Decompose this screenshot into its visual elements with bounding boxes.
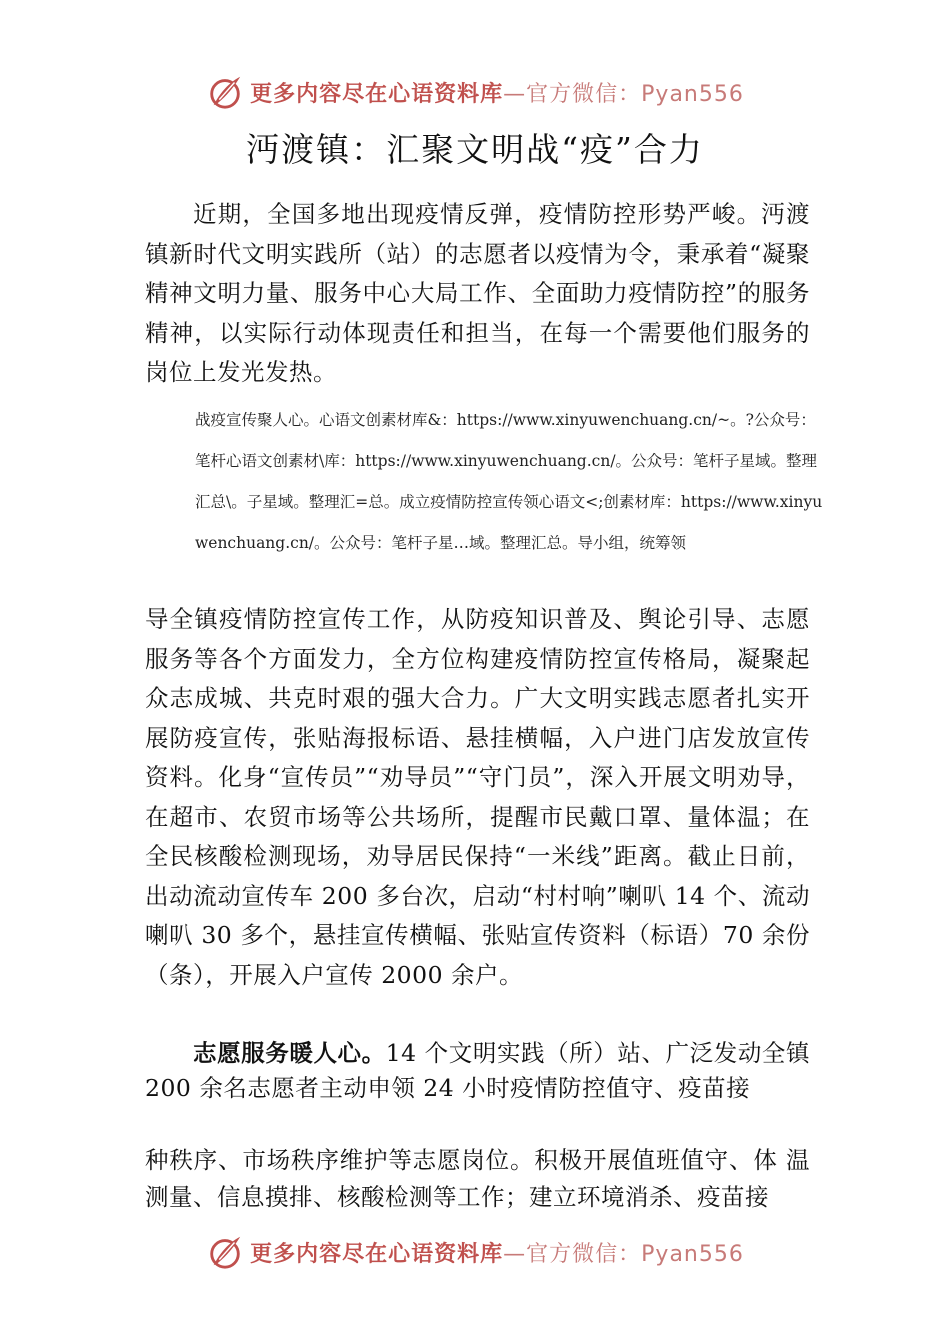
paragraph-volunteer-text: 14 个文明实践（所）站、广泛发动全镇 200 余名志愿者主动申领 24 小时疫情防控值守、疫苗接: [145, 1039, 811, 1102]
paragraph-volunteer-continued: 种秩序、市场秩序维护等志愿岗位。积极开展值班值守、体 温测量、信息摸排、核酸检测等工作；建立环境消杀、疫苗接: [145, 1146, 810, 1211]
watermark-text: 更多内容尽在心语资料库—官方微信：Pyan556: [250, 1241, 744, 1267]
paragraph-intro: 近期，全国多地出现疫情反弹，疫情防控形势严峻。沔渡镇新时代文明实践所（站）的志愿者以疫情为令，秉承着“凝聚精神文明力量、服务中心大局工作、全面助力疫情防控”的服务精神，以实际行动体现责任和担当，在每一个需要他们服务的岗位上发光发热。: [145, 200, 810, 386]
document-title: 沔渡镇：汇聚文明战“疫”合力: [246, 130, 704, 169]
feather-pen-logo-icon: [206, 73, 244, 111]
footer-watermark-banner: [0, 1228, 950, 1276]
header-watermark-banner: [0, 68, 950, 116]
embedded-watermark-note: 战疫宣传聚人心。心语文创素材库&：https://www.xinyuwenchuang.cn/~。?公众号：笔杆心语文创素材\库：https://www.xinyuwenchuang.cn/。公众号：笔杆子星域。整理汇总\。子星域。整理汇=总。成立疫情防控宣传领心语文<;创素材库：https://www.xinyuwenchuang.cn/。公众号：笔杆子星…域。整理汇总。导小组，统筹领: [195, 411, 823, 552]
feather-pen-logo-icon: [206, 1233, 244, 1271]
section-lead-heading: 志愿服务暖人心。: [193, 1039, 386, 1067]
paragraph-propaganda: 导全镇疫情防控宣传工作，从防疫知识普及、舆论引导、志愿服务等各个方面发力，全方位构建疫情防控宣传格局，凝聚起众志成城、共克时艰的强大合力。广大文明实践志愿者扎实开展防疫宣传，张贴海报标语、悬挂横幅，入户进门店发放宣传资料。化身“宣传员”“劝导员”“守门员”，深入开展文明劝导，在超市、农贸市场等公共场所，提醒市民戴口罩、量体温；在全民核酸检测现场，劝导居民保持“一米线”距离。截止日前，出动流动宣传车 200 多台次，启动“村村响”喇叭 14 个、流动喇叭 30 多个，悬挂宣传横幅、张贴宣传资料（标语）70 余份（条），开展入户宣传 2000 余户。: [145, 605, 810, 989]
watermark-text: 更多内容尽在心语资料库—官方微信：Pyan556: [250, 81, 744, 107]
paragraph-volunteer: [145, 1036, 810, 1106]
